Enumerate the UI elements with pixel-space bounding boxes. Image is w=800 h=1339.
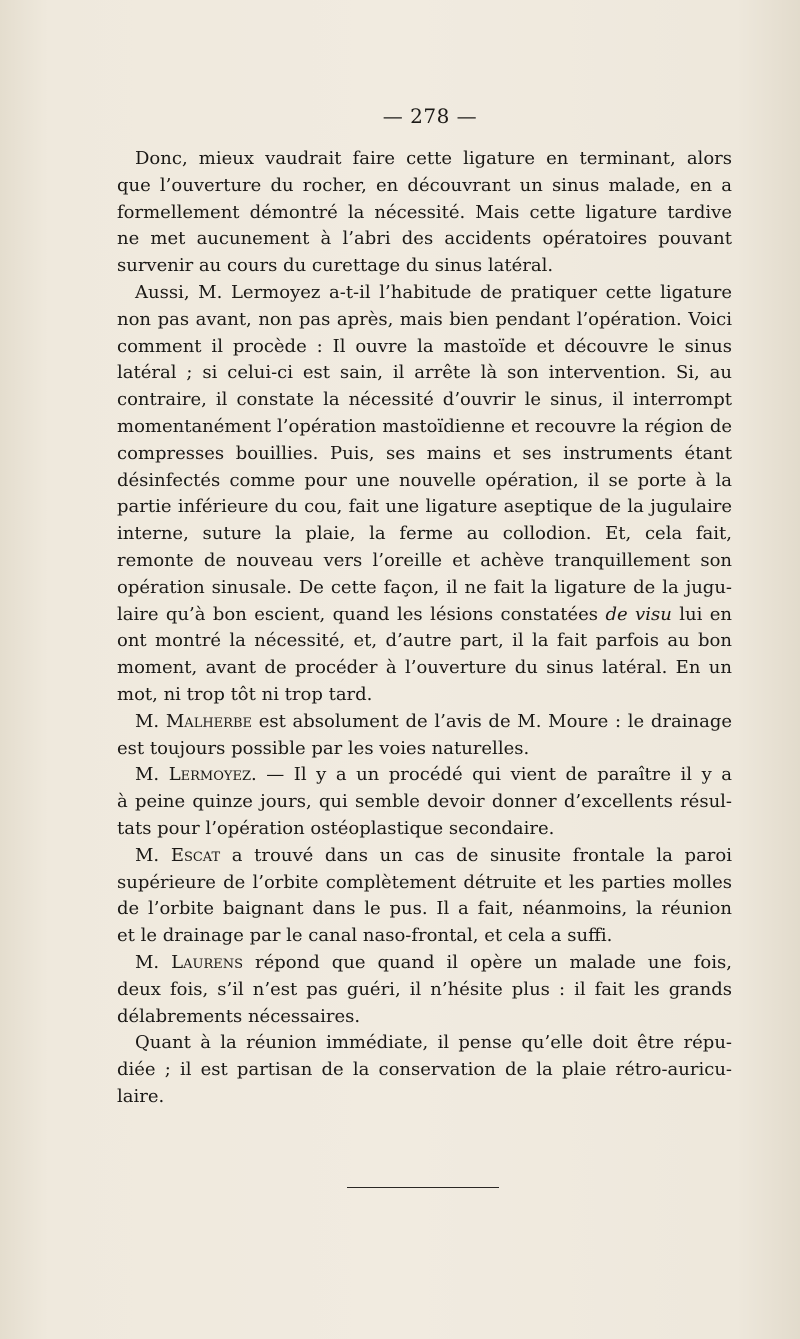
speaker-prefix: M. (135, 710, 166, 732)
speaker-name: Laurens (171, 951, 244, 973)
text-line: contraire, il constate la nécessité d’ouvrir le sinus, il interrompt (117, 389, 732, 411)
body-text (117, 146, 732, 1111)
text-line: et le drainage par le canal naso-frontal, et cela a suffi. (117, 925, 613, 947)
text-line: lui en (671, 603, 733, 625)
text-line: désinfectés comme pour une nouvelle opération, il se porte à la (117, 469, 732, 491)
speaker-name: Lermoyez. (168, 764, 257, 786)
speaker-name: Escat (170, 844, 221, 866)
speaker-prefix: M. (135, 844, 171, 866)
text-line: remonte de nouveau vers l’oreille et achève tranquillement son (117, 549, 732, 571)
speaker-name: Malherbe (165, 710, 252, 732)
text-line: — Il y a un procédé qui vient de paraître il y a (256, 764, 733, 786)
text-line: survenir au cours du curettage du sinus latéral. (117, 255, 554, 277)
text-line: ont montré la nécessité, et, d’autre part, il la fait parfois au bon (117, 630, 732, 652)
text-line: mot, ni trop tôt ni trop tard. (117, 683, 373, 705)
section-end-rule (347, 1187, 499, 1188)
text-line: Quant à la réunion immédiate, il pense qu’elle doit être répu- (135, 1032, 732, 1054)
text-line: Donc, mieux vaudrait faire cette ligature en terminant, alors (135, 148, 732, 169)
text-line: laire. (117, 1085, 165, 1107)
text-line: est absolument de l’avis de M. Moure : le drainage (251, 710, 733, 732)
text-line: à peine quinze jours, qui semble devoir donner d’excellents résul- (117, 791, 732, 813)
text-line: tats pour l’opération ostéoplastique secondaire. (117, 817, 555, 839)
text-line: que l’ouverture du rocher, en découvrant un sinus malade, en a (117, 174, 732, 196)
text-line: momentanément l’opération mastoïdienne et recouvre la région de (117, 415, 732, 437)
text-line: non pas avant, non pas après, mais bien pendant l’opération. Voici (117, 308, 732, 330)
text-line: supérieure de l’orbite complètement détruite et les parties molles (117, 871, 732, 893)
text-line: formellement démontré la nécessité. Mais cette ligature tardive (117, 201, 732, 223)
text-line: délabrements nécessaires. (117, 1005, 361, 1027)
text-line: partie inférieure du cou, fait une ligature aseptique de la jugulaire (117, 496, 732, 518)
text-line: diée ; il est partisan de la conservation de la plaie rétro-auricu- (117, 1059, 732, 1081)
text-line: compresses bouillies. Puis, ses mains et ses instruments étant (117, 442, 732, 464)
text-line: Aussi, M. Lermoyez a-t-il l’habitude de pratiquer cette ligature (135, 281, 732, 303)
text-line: de l’orbite baignant dans le pus. Il a fait, néanmoins, la réunion (117, 898, 732, 920)
text-line: interne, suture la plaie, la ferme au collodion. Et, cela fait, (117, 523, 732, 545)
text-line: est toujours possible par les voies naturelles. (117, 737, 530, 759)
speaker-prefix: M. (135, 764, 169, 786)
text-line: moment, avant de procéder à l’ouverture du sinus latéral. En un (117, 657, 732, 679)
page-number: — 278 — (382, 104, 478, 128)
text-line: opération sinusale. De cette façon, il ne fait la ligature de la jugu- (117, 576, 732, 598)
speaker-prefix: M. (135, 951, 172, 973)
text-line: laire qu’à bon escient, quand les lésions constatées (117, 603, 606, 625)
text-line: répond que quand il opère un malade une fois, (243, 951, 732, 973)
text-line: ne met aucunement à l’abri des accidents opératoires pouvant (117, 228, 732, 250)
text-line: deux fois, s’il n’est pas guéri, il n’hésite plus : il fait les grands (117, 978, 732, 1000)
italic-phrase: de visu (605, 603, 672, 625)
text-line: a trouvé dans un cas de sinusite frontale la paroi (220, 844, 733, 866)
text-line: comment il procède : Il ouvre la mastoïde et découvre le sinus (117, 335, 732, 357)
text-line: latéral ; si celui-ci est sain, il arrête là son intervention. Si, au (117, 362, 732, 384)
